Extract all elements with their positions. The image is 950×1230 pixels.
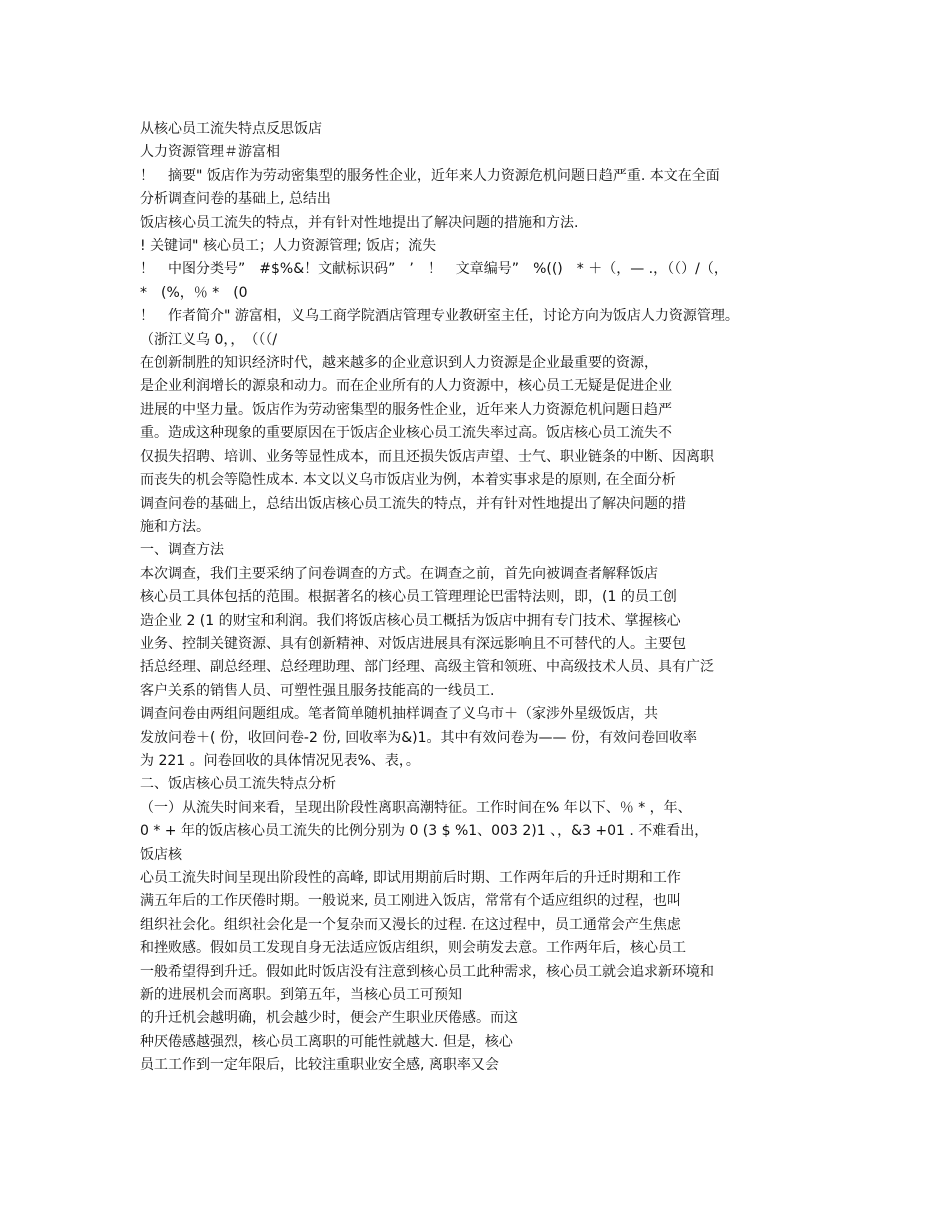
body-line: 满五年后的工作厌倦时期。一般说来, 员工刚进入饭店，常常有个适应组织的过程，也叫 [140, 893, 681, 910]
body-line: 员工工作到一定年限后，比较注重职业安全感, 离职率又会 [140, 1057, 499, 1074]
body-line: 施和方法。 [140, 518, 210, 535]
abstract-line: 饭店核心员工流失的特点，并有针对性地提出了解决问题的措施和方法. [140, 214, 579, 231]
body-line: 本次调查，我们主要采纳了问卷调查的方式。在调查之前，首先向被调查者解释饭店 [140, 565, 658, 582]
keywords-line: ! 关键词" 核心员工；人力资源管理; 饭店；流失 [140, 238, 437, 255]
body-line: 0 * + 年的饭店核心员工流失的比例分别为 0 (3 $ %1、003 2)1 、，&3 +01 . 不难看出， [140, 823, 709, 840]
body-line: 饭店核 [140, 846, 182, 863]
section-heading: 二、饭店核心员工流失特点分析 [140, 776, 336, 793]
body-line: 新的进展机会而离职。到第五年，当核心员工可预知 [140, 987, 462, 1004]
author-line: （浙江义乌 0，， （（（/ [140, 331, 278, 348]
body-line: 是企业利润增长的源泉和动力。而在企业所有的人力资源中，核心员工无疑是促进企业 [140, 378, 672, 395]
body-line: 业务、控制关键资源、具有创新精神、对饭店进展具有深远影响且不可替代的人。主要包 [140, 635, 686, 652]
body-line: 核心员工具体包括的范围。根据著名的核心员工管理理论巴雷特法则，即，(1 的员工创 [140, 589, 677, 606]
classification-line: ！ 中图分类号” #$%&！文献标识码” ’ ！ 文章编号” %(() * ＋（，— .，（（）/（， [140, 261, 728, 278]
body-line: 种厌倦感越强烈，核心员工离职的可能性就越大. 但是，核心 [140, 1033, 513, 1050]
body-line: 调查问卷由两组问题组成。笔者简单随机抽样调查了义乌市＋（家涉外星级饭店，共 [140, 706, 658, 723]
body-line: 进展的中坚力量。饭店作为劳动密集型的服务性企业，近年来人力资源危机问题日趋严 [140, 401, 672, 418]
body-line: 括总经理、副总经理、总经理助理、部门经理、高级主管和领班、中高级技术人员、具有广泛 [140, 659, 714, 676]
body-line: （一）从流失时间来看，呈现出阶段性离职高潮特征。工作时间在% 年以下、％ * ，年、 [140, 799, 692, 816]
body-line: 客户关系的销售人员、可塑性强且服务技能高的一线员工. [140, 682, 495, 699]
body-line: 仅损失招聘、培训、业务等显性成本，而且还损失饭店声望、士气、职业链条的中断、因离职 [140, 448, 714, 465]
body-line: 而丧失的机会等隐性成本. 本文以义乌市饭店业为例，本着实事求是的原则, 在全面分析 [140, 472, 676, 489]
abstract-line: ！ 摘要" 饭店作为劳动密集型的服务性企业，近年来人力资源危机问题日趋严重. 本文在全面 [140, 167, 720, 184]
body-line: 为 221 。问卷回收的具体情况见表%、表，。 [140, 752, 420, 769]
section-heading: 一、调查方法 [140, 542, 224, 559]
body-line: 调查问卷的基础上，总结出饭店核心员工流失的特点，并有针对性地提出了解决问题的措 [140, 495, 686, 512]
document-subtitle: 人力资源管理＃游富相 [140, 144, 280, 161]
abstract-line: 分析调查问卷的基础上, 总结出 [140, 191, 331, 208]
body-line: 和挫败感。假如员工发现自身无法适应饭店组织，则会萌发去意。工作两年后，核心员工 [140, 940, 686, 957]
classification-line: * (%，％ * (0 [140, 284, 248, 301]
author-line: ！ 作者简介" 游富相，义乌工商学院酒店管理专业教研室主任，讨论方向为饭店人力资源管理。 [140, 308, 739, 325]
body-line: 发放问卷＋( 份，收回问卷-2 份, 回收率为&)1。其中有效问卷为—— 份，有效问卷回收率 [140, 729, 697, 746]
body-line: 重。造成这种现象的重要原因在于饭店企业核心员工流失率过高。饭店核心员工流失不 [140, 425, 672, 442]
document-body [140, 118, 830, 1078]
body-line: 在创新制胜的知识经济时代，越来越多的企业意识到人力资源是企业最重要的资源， [140, 355, 658, 372]
document-title: 从核心员工流失特点反思饭店 [140, 121, 322, 137]
body-line: 一般希望得到升迁。假如此时饭店没有注意到核心员工此种需求，核心员工就会追求新环境和 [140, 963, 714, 980]
body-line: 组织社会化。组织社会化是一个复杂而又漫长的过程. 在这过程中，员工通常会产生焦虑 [140, 916, 681, 933]
body-line: 造企业 2 (1 的财宝和利润。我们将饭店核心员工概括为饭店中拥有专门技术、掌握核心 [140, 612, 681, 629]
body-line: 的升迁机会越明确，机会越少时，便会产生职业厌倦感。而这 [140, 1010, 518, 1027]
body-line: 心员工流失时间呈现出阶段性的高峰, 即试用期前后时期、工作两年后的升迁时期和工作 [140, 870, 681, 886]
